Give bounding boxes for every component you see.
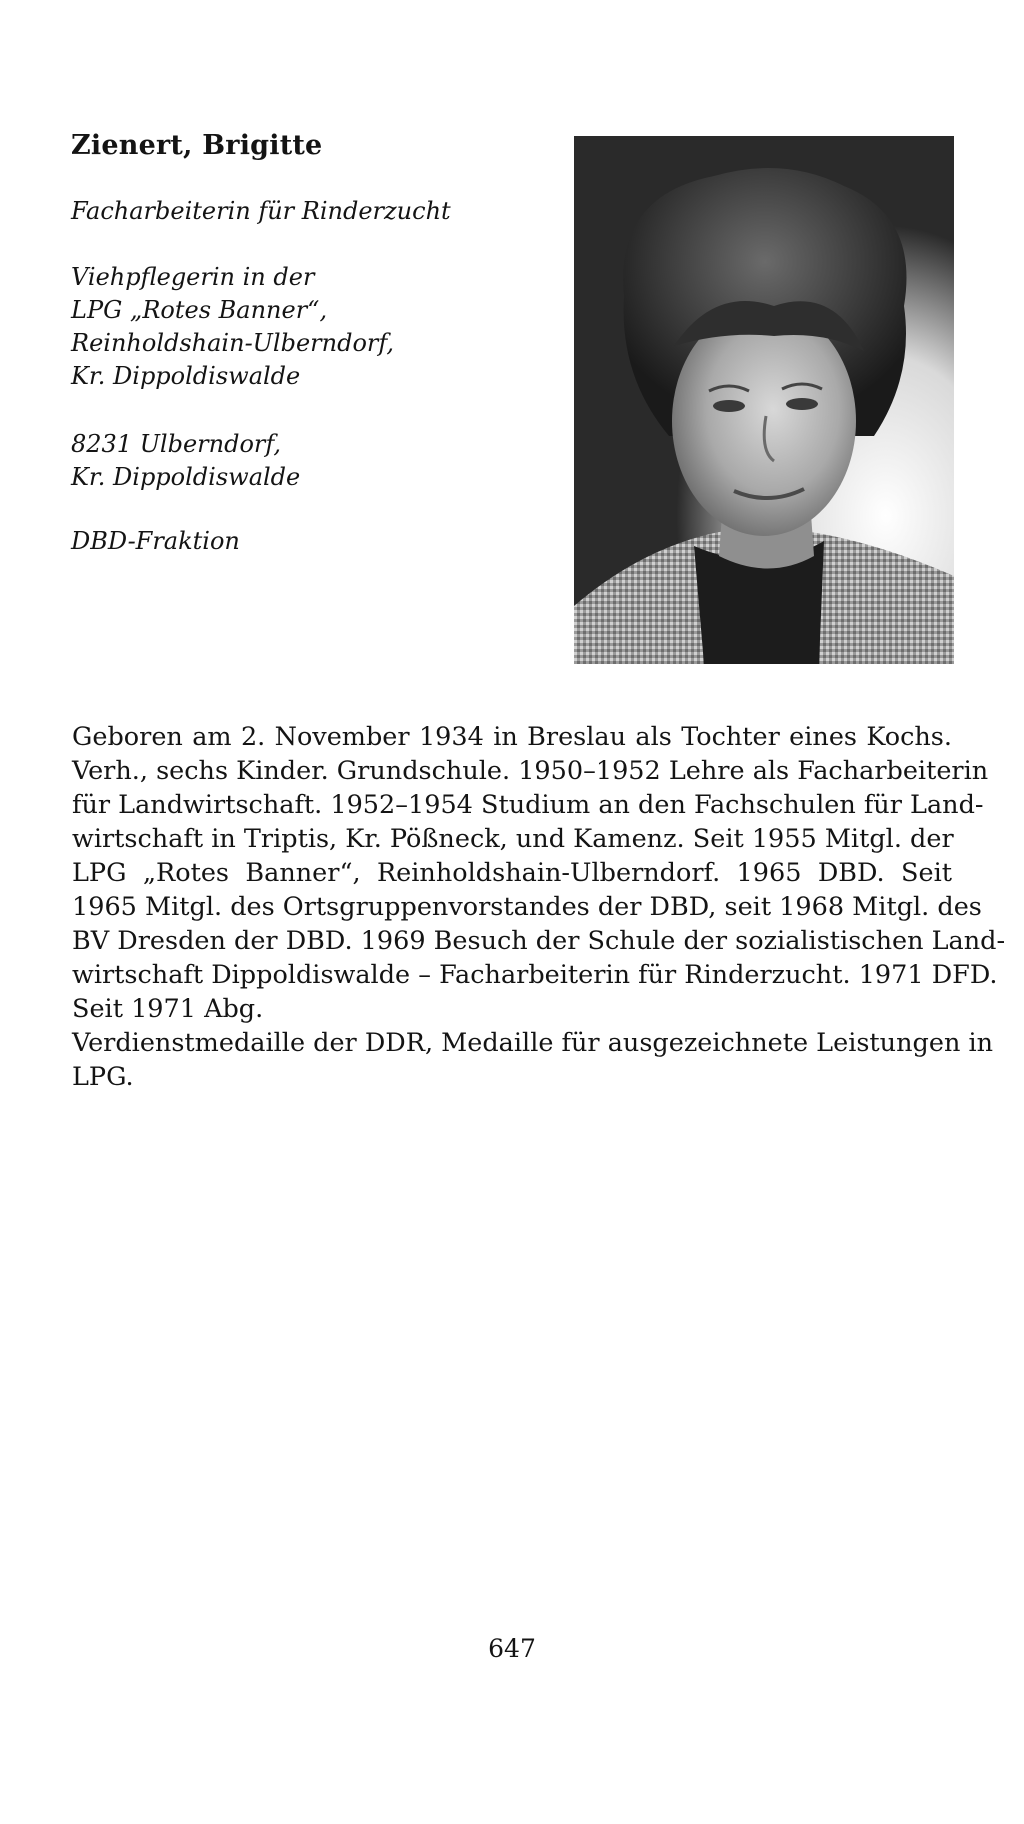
- awards-line: LPG.: [72, 1062, 134, 1092]
- biography: [72, 720, 1006, 1094]
- workplace-line: Viehpflegerin in der: [71, 263, 315, 291]
- biography-line: 1965 Mitgl. des Ortsgruppenvorstandes der DBD, seit 1968 Mitgl. des: [72, 892, 982, 922]
- biography-line: LPG „Rotes Banner“, Reinholdshain-Ulberndorf. 1965 DBD. Seit: [72, 858, 952, 888]
- faction-text: DBD-Fraktion: [71, 527, 240, 555]
- biography-line: wirtschaft in Triptis, Kr. Pößneck, und Kamenz. Seit 1955 Mitgl. der: [72, 824, 954, 854]
- workplace-line: Reinholdshain-Ulberndorf,: [71, 329, 395, 357]
- biography-line: für Landwirtschaft. 1952–1954 Studium an den Fachschulen für Land-: [72, 790, 984, 820]
- biography-line: Verh., sechs Kinder. Grundschule. 1950–1952 Lehre als Facharbeiterin: [72, 756, 989, 786]
- biography-line: Geboren am 2. November 1934 in Breslau als Tochter eines Kochs.: [72, 722, 952, 752]
- biography-line: wirtschaft Dippoldiswalde – Facharbeiterin für Rinderzucht. 1971 DFD.: [72, 960, 998, 990]
- address-line: Kr. Dippoldiswalde: [71, 463, 301, 491]
- biography-line: Seit 1971 Abg.: [72, 994, 264, 1024]
- address: [71, 428, 300, 494]
- address-line: 8231 Ulberndorf,: [71, 430, 282, 458]
- person-name: Zienert, Brigitte: [71, 130, 323, 161]
- faction: [71, 525, 240, 558]
- workplace: [71, 261, 394, 393]
- awards-line: Verdienstmedaille der DDR, Medaille für ausgezeichnete Leistungen in: [72, 1028, 994, 1058]
- portrait-photo-icon: [574, 136, 954, 664]
- workplace-line: LPG „Rotes Banner“,: [71, 296, 328, 324]
- workplace-line: Kr. Dippoldiswalde: [71, 362, 301, 390]
- biography-line: BV Dresden der DBD. 1969 Besuch der Schule der sozialistischen Land-: [72, 926, 1006, 956]
- page-number: 647: [488, 1634, 536, 1663]
- occupation-text: Facharbeiterin für Rinderzucht: [71, 197, 451, 225]
- portrait-photo: [574, 136, 954, 664]
- occupation: [71, 195, 451, 228]
